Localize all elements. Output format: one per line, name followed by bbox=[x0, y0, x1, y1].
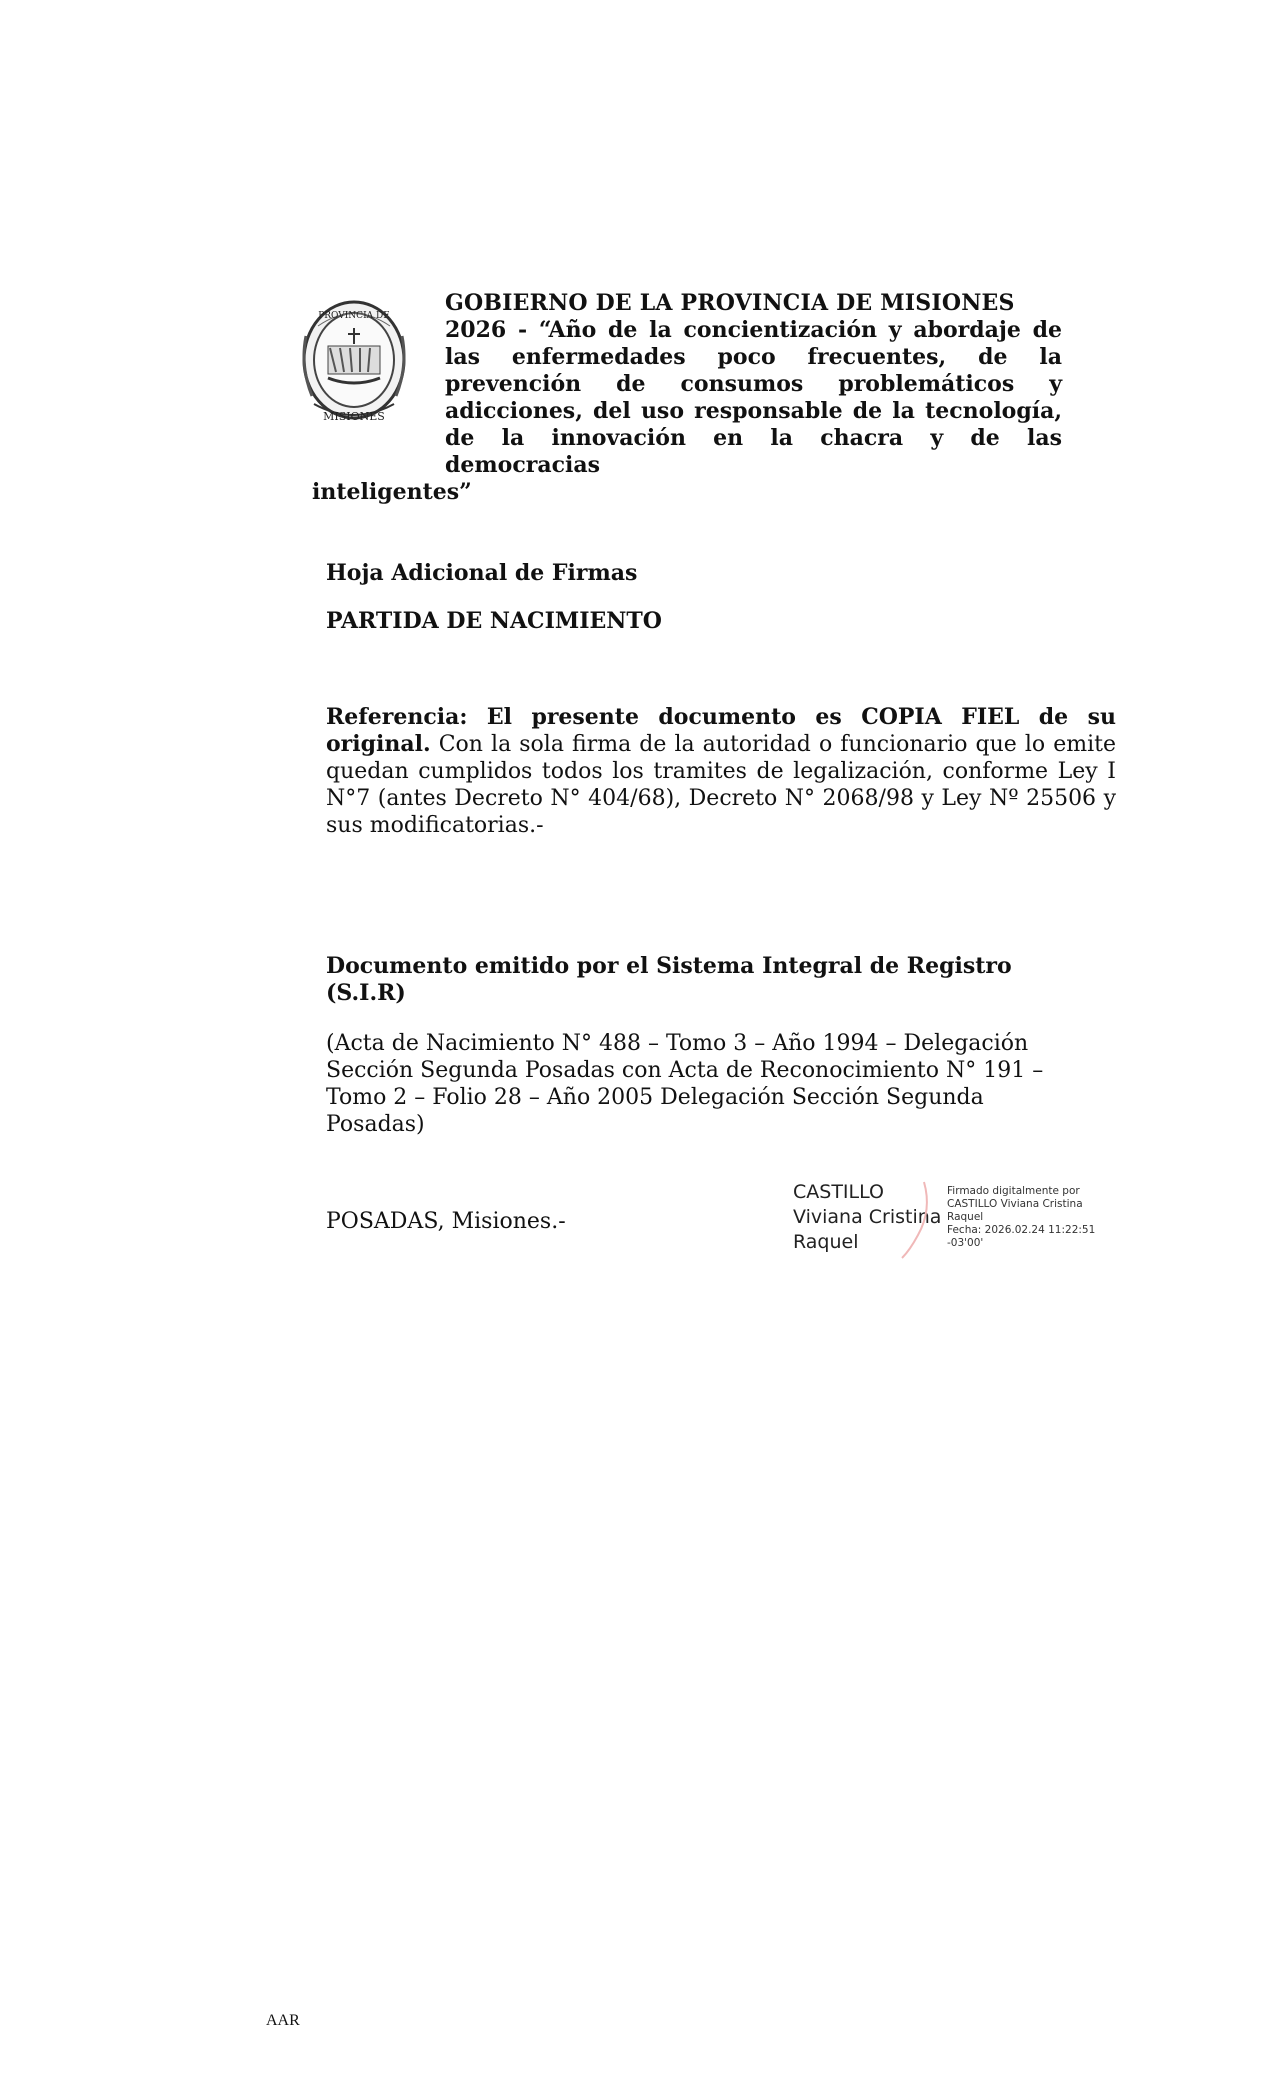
government-title: GOBIERNO DE LA PROVINCIA DE MISIONES bbox=[445, 290, 1015, 316]
signature-stroke-icon bbox=[896, 1180, 936, 1260]
sheet-title: Hoja Adicional de Firmas bbox=[326, 560, 638, 586]
digital-signature-details: Firmado digitalmente por CASTILLO Viviana Cristina Raquel Fecha: 2026.02.24 11:22:51 -03'00' bbox=[947, 1185, 1096, 1249]
document-header bbox=[312, 290, 1062, 506]
reference-heading: Referencia: El presente documento es COPIA FIEL de su original. bbox=[326, 704, 1116, 757]
year-motto: 2026 - “Año de la concientización y abordaje de las enfermedades poco frecuentes, de la prevención de consumos problemáticos y adicciones, del uso responsable de la tecnología, de la innovación en la chacra y de las democracias inteligentes” bbox=[312, 317, 1062, 505]
issued-by: Documento emitido por el Sistema Integral de Registro (S.I.R) bbox=[326, 953, 1012, 1006]
reference-paragraph bbox=[326, 704, 1116, 839]
svg-text:PROVINCIA DE: PROVINCIA DE bbox=[318, 311, 390, 321]
acta-details: (Acta de Nacimiento N° 488 – Tomo 3 – Año 1994 – Delegación Sección Segunda Posadas con Acta de Reconocimiento N° 191 – Tomo 2 – Folio 28 – Año 2005 Delegación Sección Segunda Posadas) bbox=[326, 1031, 1044, 1137]
signer-name: CASTILLO Viviana Cristina Raquel bbox=[793, 1181, 942, 1253]
document-type: PARTIDA DE NACIMIENTO bbox=[326, 608, 662, 634]
footer-initials: AAR bbox=[266, 2012, 300, 2029]
reference-text: Con la sola firma de la autoridad o funcionario que lo emite quedan cumplidos todos los tramites de legalización, conforme Ley I N°7 (antes Decreto N° 404/68), Decreto N° 2068/98 y Ley Nº 25506 y sus modificatorias.- bbox=[326, 732, 1116, 838]
svg-text:MISIONES: MISIONES bbox=[323, 410, 385, 423]
place-line: POSADAS, Misiones.- bbox=[326, 1209, 566, 1234]
